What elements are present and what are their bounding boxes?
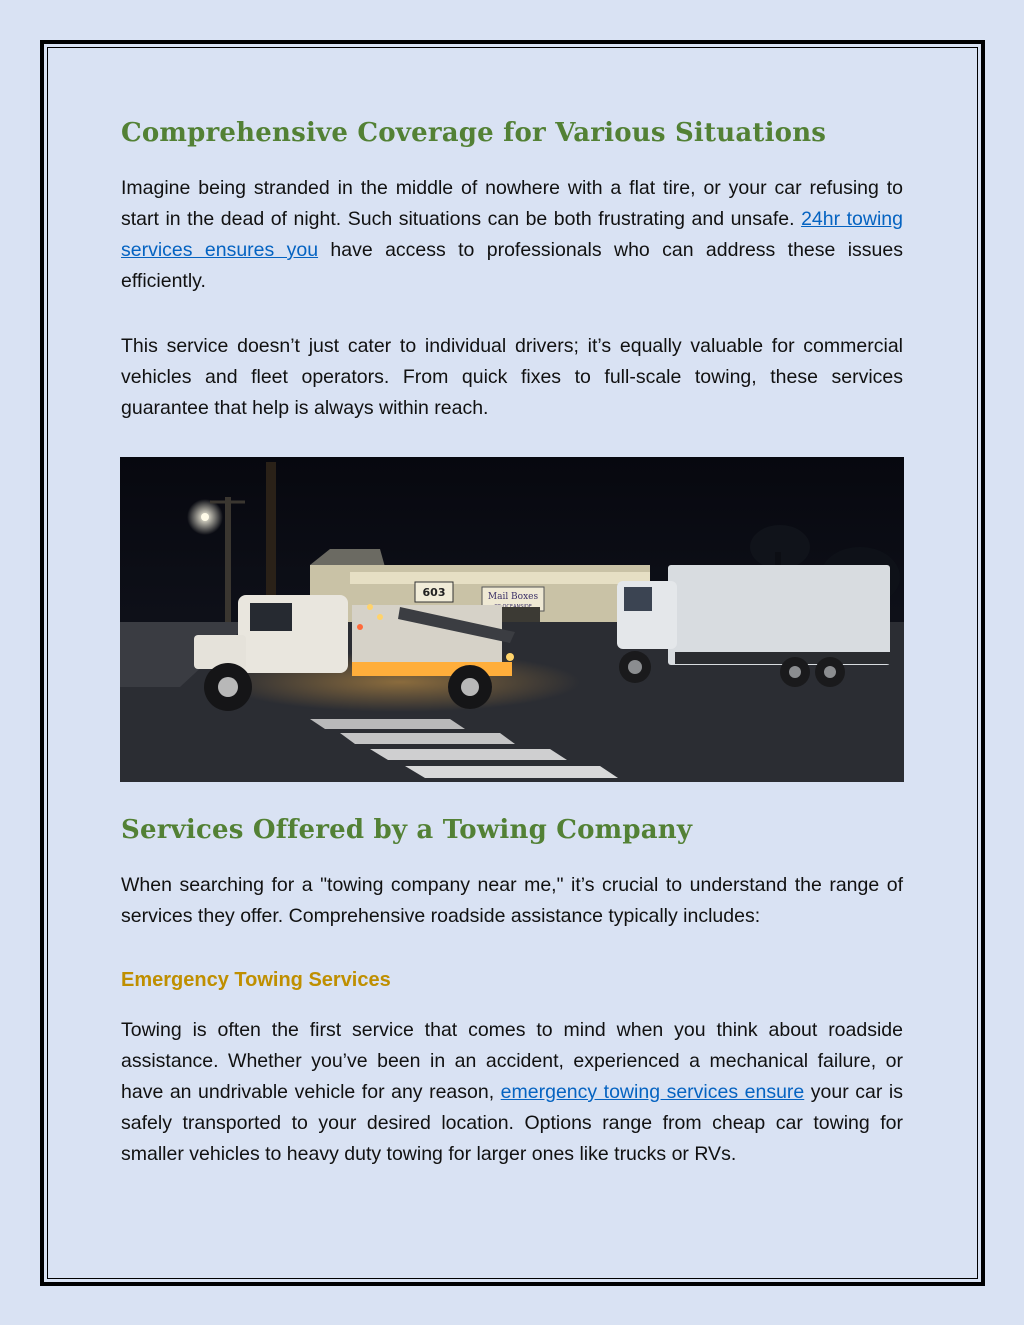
- paragraph-stranded: [121, 173, 903, 297]
- paragraph-text: Imagine being stranded in the middle of nowhere with a flat tire, or your car refusing to start in the dead of night. Such situations can be both frustrating and unsafe.: [121, 177, 903, 230]
- paragraph-text: have access to professionals who can address these issues efficiently.: [121, 239, 903, 292]
- store-sign-line1: Mail Boxes: [487, 592, 539, 602]
- link-24hr-towing[interactable]: 24hr towing services ensures you: [121, 208, 903, 261]
- section-heading-services: Services Offered by a Towing Company: [121, 815, 693, 845]
- paragraph-towing-company-near-me: When searching for a "towing company near me," it’s crucial to understand the range of services they offer. Comprehensive roadside assistance typically includes:: [121, 874, 903, 927]
- paragraph-emergency-towing: [121, 1015, 903, 1170]
- subheading-emergency-towing: Emergency Towing Services: [121, 969, 391, 991]
- section-heading-coverage: Comprehensive Coverage for Various Situations: [121, 118, 827, 148]
- paragraph-commercial: This service doesn’t just cater to individual drivers; it’s equally valuable for commercial vehicles and fleet operators. From quick fixes to full-scale towing, these services guarantee that help is always within reach.: [121, 335, 903, 419]
- paragraph-text: Towing is often the first service that comes to mind when you think about roadside assistance. Whether you’ve been in an accident, experienced a mechanical failure, or have an undrivable vehicle for any reason,: [121, 1019, 903, 1103]
- link-emergency-towing[interactable]: emergency towing services ensure: [500, 1081, 805, 1103]
- tow-truck-night-photo: [120, 457, 904, 782]
- paragraph-text: your car is safely transported to your desired location. Options range from cheap car towing for smaller vehicles to heavy duty towing for larger ones like trucks or RVs.: [121, 1081, 903, 1165]
- building-number: 603: [422, 586, 446, 599]
